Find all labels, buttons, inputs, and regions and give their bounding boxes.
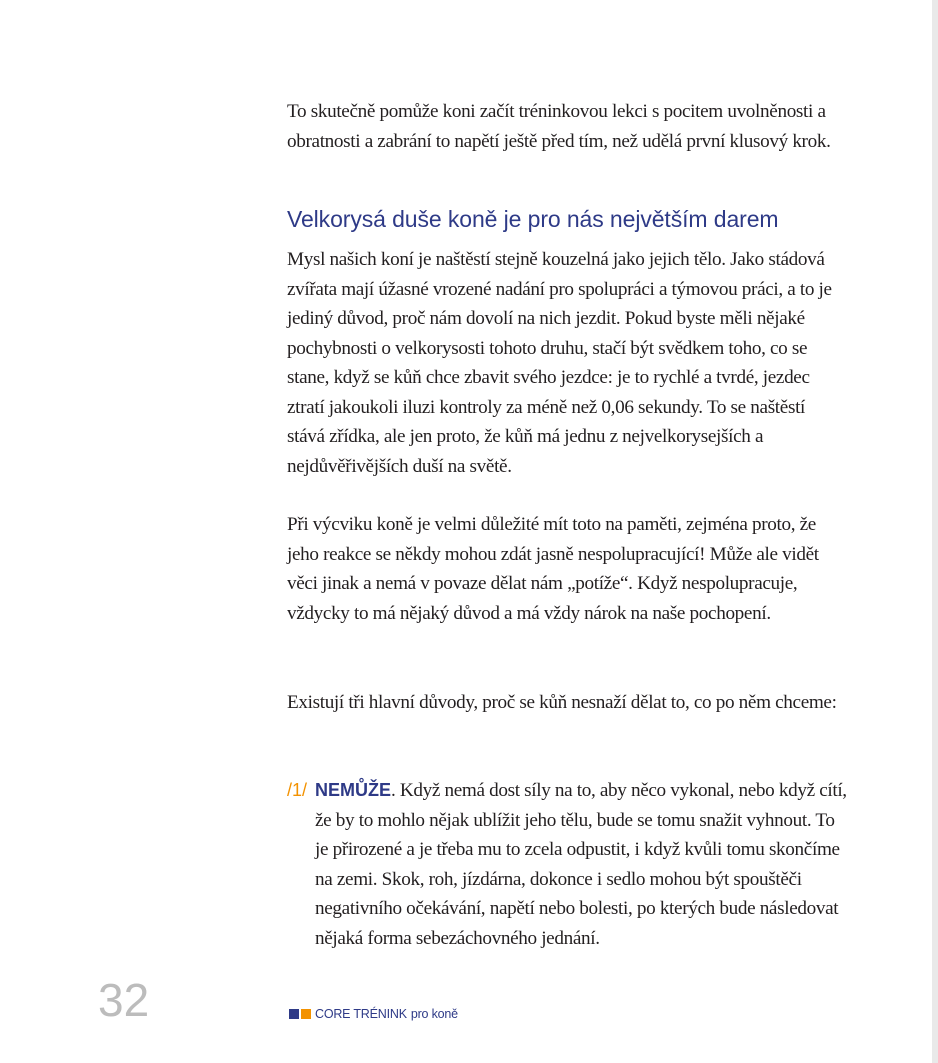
blue-square-icon	[289, 1009, 299, 1019]
footer-book-subtitle: pro koně	[410, 1007, 458, 1021]
reasons-list	[287, 776, 847, 953]
paragraph-horse-mind: Mysl našich koní je naštěstí stejně kouzelná jako jejich tělo. Jako stádová zvířata mají úžasné vrozené nadání pro spolupráci a týmovou práci, a to je jediný důvod, proč nám dovolí na nich jezdit. Pokud byste měli nějaké pochybnosti o velkorysosti tohoto druhu, stačí být svědkem toho, co se stane, když se kůň chce zbavit svého jezdce: je to rychlé a tvrdé, jezdec ztratí jakoukoli iluzi kontroly za méně než 0,06 sekundy. To se naštěstí stává zřídka, ale jen proto, že kůň má jednu z nejvelkorysejších a nejdůvěřivějších duší na světě.	[287, 249, 832, 477]
footer-book-title: CORE TRÉNINK	[315, 1007, 407, 1021]
list-item	[287, 776, 847, 953]
running-footer	[289, 1007, 458, 1021]
list-item-number: /1/	[287, 780, 308, 800]
paragraph-reasons: Existují tři hlavní důvody, proč se kůň nesnaží dělat to, co po něm chceme:	[287, 692, 837, 713]
intro-paragraph: To skutečně pomůže koni začít tréninkovou lekci s pocitem uvolněnosti a obratnosti a zabrání to napětí ještě před tím, než udělá první klusový krok.	[287, 101, 831, 152]
paragraph-training: Při výcviku koně je velmi důležité mít toto na paměti, zejména proto, že jeho reakce se někdy mohou zdát jasně nespolupracující! Může ale vidět věci jinak a nemá v povaze dělat nám „potíže“. Když nespolupracuje, vždycky to má nějaký důvod a má vždy nárok na naše pochopení.	[287, 514, 819, 624]
orange-square-icon	[301, 1009, 311, 1019]
section-heading: Velkorysá duše koně je pro nás největším darem	[287, 206, 779, 232]
list-item-keyword: NEMŮŽE	[315, 780, 391, 800]
list-item-text: . Když nemá dost síly na to, aby něco vykonal, nebo když cítí, že by to mohlo nějak ublížit jeho tělu, bude se tomu snažit vyhnout. To je přirozené a je třeba mu to zcela odpustit, i když kvůli tomu skončíme na zemi. Skok, roh, jízdárna, dokonce i sedlo mohou být spouštěči negativního očekávání, napětí nebo bolesti, po kterých bude následovat nějaká forma sebezáchovného jednání.	[315, 780, 847, 949]
page-edge-shadow	[932, 0, 938, 1063]
page-number: 32	[98, 974, 150, 1026]
